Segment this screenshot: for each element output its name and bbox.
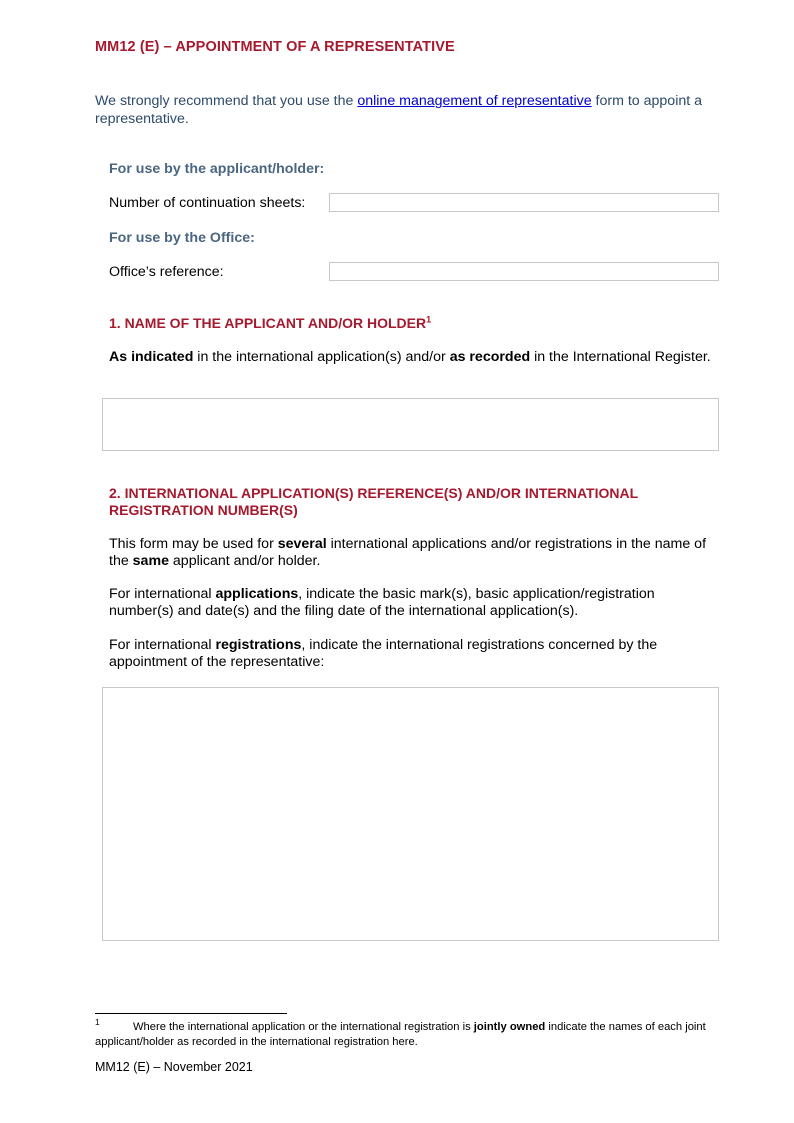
several-bold: several [277,536,327,552]
office-reference-label: Office’s reference: [109,264,224,280]
section1-heading [109,315,709,332]
section2-p2-text-1: For international [109,586,216,602]
as-recorded-bold: as recorded [449,349,531,365]
intro-paragraph [95,93,725,128]
applicant-use-heading: For use by the applicant/holder: [109,161,325,177]
section2-p1-text-3: applicant and/or holder. [168,552,321,569]
footnote-1: 1 Where the international application or the international registration is jointly owned indicate the names of each joint applicant/holder as recorded in the international registration here. [95,1017,706,1048]
section2-p3-text-1: For international [109,637,216,653]
section2-p1-text-1: This form may be used for [109,536,278,552]
section2-paragraph-3 [109,637,721,671]
section1-heading-text: 1. NAME OF THE APPLICANT AND/OR HOLDER [109,315,427,331]
office-reference-input[interactable] [329,262,719,281]
registration-numbers-textarea[interactable] [102,687,719,941]
section2-p3-text-2: , indicate the international registrations concerned by the appointment of the representative: [109,637,658,670]
jointly-owned-bold: jointly owned [473,1021,546,1033]
office-use-heading: For use by the Office: [109,230,255,246]
intro-text-before: We strongly recommend that you use the [95,93,358,109]
footnote-text-1: Where the international application or the international registration is [133,1021,474,1033]
page-footer: MM12 (E) – November 2021 [95,1060,253,1074]
online-management-link[interactable]: online management of representative [357,93,592,109]
section2-paragraph-2 [109,586,721,620]
continuation-sheets-label: Number of continuation sheets: [109,195,306,211]
section2-p1-text-2: international applications and/or registrations in the name of the [109,536,707,569]
footnote-ref-1: 1 [426,314,432,325]
section2-paragraph-1 [109,536,721,570]
section1-text-2: in the International Register. [530,349,711,365]
footnote-text-2: indicate the names of each joint applicant/holder as recorded in the international registration here. [95,1021,706,1048]
section1-instructions [109,349,721,366]
registrations-bold: registrations [215,637,302,653]
section2-heading: 2. INTERNATIONAL APPLICATION(S) REFERENCE(S) AND/OR INTERNATIONAL REGISTRATION NUMBER(S) [109,485,638,518]
footnote-divider [95,1013,287,1014]
section1-text-1: in the international application(s) and/or [193,349,450,365]
applications-bold: applications [215,586,299,602]
form-title: MM12 (E) – APPOINTMENT OF A REPRESENTATIVE [95,39,455,55]
section2-p2-text-2: , indicate the basic mark(s), basic application/registration number(s) and date(s) and the filing date of the international application(s). [109,586,655,619]
as-indicated-bold: As indicated [109,349,194,365]
intro-text-after: form to appoint a representative. [95,93,703,127]
applicant-name-textarea[interactable] [102,398,719,451]
same-bold: same [132,552,169,569]
continuation-sheets-input[interactable] [329,193,719,212]
